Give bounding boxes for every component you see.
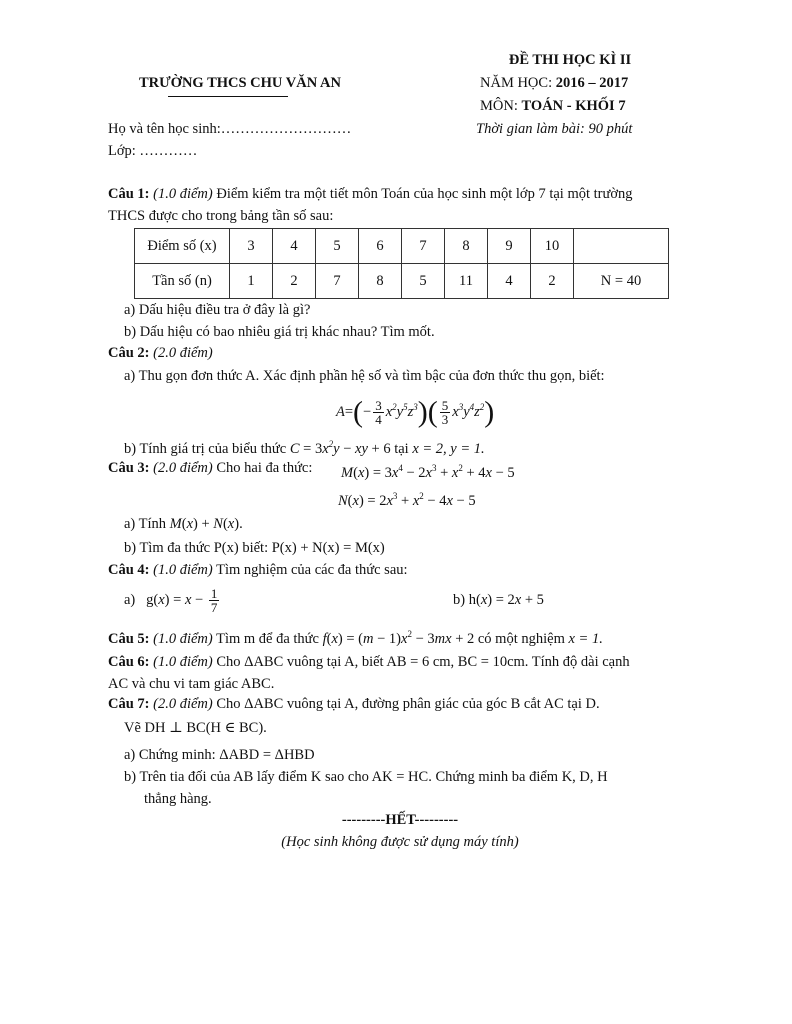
subject [480,98,626,115]
q4-part-a: a) g(x) = x − $\frac{1}{7}$ [124,586,218,616]
q7-construction: Vẽ DH ⊥ BC(H ∈ BC). [124,720,267,736]
q4-part-b: b) h(x) = 2x + 5 [453,592,544,608]
footer-note: (Học sinh không được sử dụng máy tính) [281,834,519,850]
q5-label: Câu 5: [108,630,150,647]
exam-title: ĐỀ THI HỌC KÌ II [508,52,632,68]
q3-part-b: b) Tìm đa thức P(x) biết: P(x) + N(x) = M(x) [124,540,385,556]
class-field: Lớp: ………… [108,143,198,159]
table-row [135,264,669,299]
q7-label: Câu 7: [108,696,150,712]
school-underline [168,96,288,97]
student-name-field: Họ và tên học sinh:……………………… [108,121,352,137]
end-marker: ---------HẾT--------- [341,812,459,828]
table-cell: 1 [230,264,273,299]
q3-part-a: a) Tính M(x) + N(x). [124,516,243,532]
polynomial-n: $N(x) = 2x^3 + x^2 - 4x - 5$ [338,491,476,509]
q4-b-label: b) [453,592,466,608]
year-label: NĂM HỌC: [480,75,556,91]
q2-points: (2.0 điểm) [153,345,213,361]
q2-b-values: x = 2, y = 1. [412,440,485,457]
table-cell: 7 [316,264,359,299]
q4-intro: Tìm nghiệm của các đa thức sau: [212,562,408,578]
table-cell: 10 [531,229,574,264]
q5-points: (1.0 điểm) [153,630,213,647]
monomial-formula: A=(− $\frac{3}{4}$ $x^2y^5z^3$)( $\frac{5}{3}$ $x^3y^4z^2$) [336,395,495,429]
table-cell: 6 [359,229,402,264]
table-cell: 11 [445,264,488,299]
table-row [135,229,669,264]
q3-a-text: a) Tính [124,516,170,532]
q3-intro: Cho hai đa thức: [212,460,313,476]
table-cell: 3 [230,229,273,264]
table-cell: 7 [402,229,445,264]
q1-text-cont: THCS được cho trong bảng tần số sau: [108,208,334,224]
table-cell [574,229,669,264]
q7-text: Cho ΔABC vuông tại A, đường phân giác của góc B cắt AC tại D. [212,696,600,712]
q2-label: Câu 2: [108,345,150,361]
table-cell: 2 [273,264,316,299]
table-cell: N = 40 [574,264,669,299]
q1-part-a: a) Dấu hiệu điều tra ở đây là gì? [124,302,311,318]
q5-text-cont: có một nghiệm [474,630,569,647]
q2-b-text: b) Tính giá trị của biểu thức [124,440,290,457]
q2-b-at: tại [390,440,413,457]
q2-part-b: b) Tính giá trị của biểu thức $C = 3x^2y$ − xy + 6 tại x = 2, y = 1. [124,439,485,457]
q1-label: Câu 1: [108,186,150,202]
table-cell: 4 [488,264,531,299]
table-row-header: Tần số (n) [135,264,230,299]
subject-label: MÔN: [480,98,522,114]
table-cell: 4 [273,229,316,264]
q3-label: Câu 3: [108,460,150,476]
q1-part-b: b) Dấu hiệu có bao nhiêu giá trị khác nhau? Tìm mốt. [124,324,435,340]
q6-text: Cho ΔABC vuông tại A, biết AB = 6 cm, BC = 10cm. Tính độ dài cạnh [212,654,630,670]
q7-part-b: b) Trên tia đối của AB lấy điểm K sao cho AK = HC. Chứng minh ba điểm K, D, H [124,769,608,785]
question-2 [108,343,213,363]
q6-text-cont: AC và chu vi tam giác ABC. [108,676,275,692]
q2-part-a: a) Thu gọn đơn thức A. Xác định phần hệ số và tìm bậc của đơn thức thu gọn, biết: [124,368,605,384]
polynomial-m: $M(x) = 3x^4 - 2x^3 + x^2 + 4x - 5$ [341,463,515,481]
q1-points: (1.0 điểm) [153,186,213,202]
q4-label: Câu 4: [108,562,150,578]
q7-part-a: a) Chứng minh: ΔABD = ΔHBD [124,747,315,763]
q5-text: Tìm m để đa thức [212,630,323,647]
frequency-table [134,228,669,299]
q7-part-b-cont: thẳng hàng. [144,791,212,807]
q6-points: (1.0 điểm) [153,654,213,670]
table-cell: 8 [359,264,402,299]
q7-points: (2.0 điểm) [153,696,213,712]
q4-a-label: a) [124,592,136,608]
question-7 [108,694,600,714]
q3-points: (2.0 điểm) [153,460,213,476]
school-year [480,75,628,92]
question-1 [108,184,688,204]
table-cell: 9 [488,229,531,264]
year-value: 2016 – 2017 [555,75,629,91]
table-cell: 5 [316,229,359,264]
exam-time: Thời gian làm bài: 90 phút [476,121,633,137]
subject-value: TOÁN - KHỐI 7 [521,98,626,114]
question-6 [108,652,688,672]
q1-text: Điểm kiểm tra một tiết môn Toán của học sinh một lớp 7 tại một trường [212,186,633,202]
q6-label: Câu 6: [108,654,150,670]
question-4 [108,560,408,580]
table-cell: 5 [402,264,445,299]
table-cell: 8 [445,229,488,264]
table-cell: 2 [531,264,574,299]
question-3 [108,458,312,478]
q5-root: x = 1. [568,630,603,647]
question-5: Câu 5: (1.0 điểm) Tìm m để đa thức $f(x) = (m - 1)x^2 - 3mx + 2$ có một nghiệm x = 1. [108,629,603,647]
school-name: TRƯỜNG THCS CHU VĂN AN [139,75,341,91]
table-row-header: Điểm số (x) [135,229,230,264]
q4-points: (1.0 điểm) [153,562,213,578]
